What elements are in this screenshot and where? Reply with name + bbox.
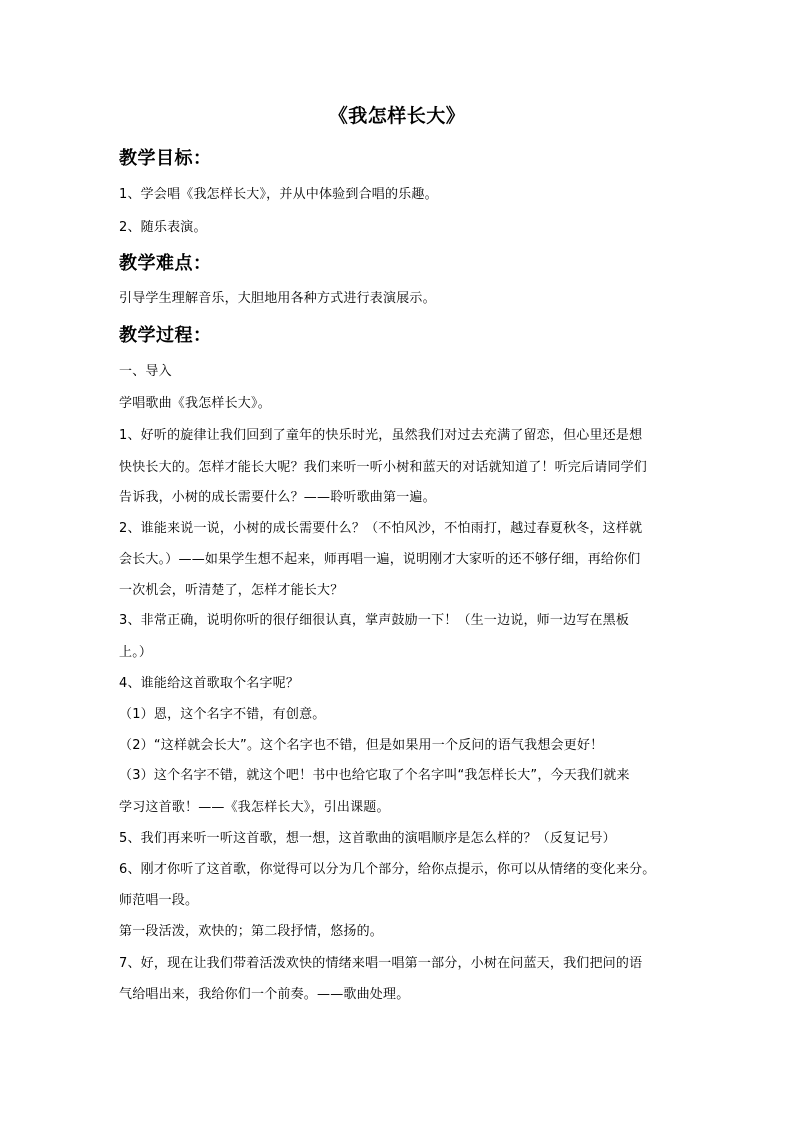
process-line: 第一段活泼，欢快的；第二段抒情，悠扬的。 <box>119 924 384 939</box>
process-line: 一次机会，听清楚了，怎样才能长大？ <box>119 583 344 598</box>
document-title: 《我怎样长大》 <box>328 105 466 127</box>
teaching-difficulty-heading: 教学难点： <box>119 253 212 274</box>
process-line: 2、谁能来说一说，小树的成长需要什么？（不怕风沙，不怕雨打，越过春夏秋冬，这样就 <box>119 521 643 536</box>
process-line: 告诉我，小树的成长需要什么？——聆听歌曲第一遍。 <box>119 490 436 505</box>
goal-item-2: 2、随乐表演。 <box>119 220 207 235</box>
process-line: 4、谁能给这首歌取个名字呢？ <box>119 676 300 691</box>
process-line: 上。） <box>119 645 153 660</box>
difficulty-text: 引导学生理解音乐，大胆地用各种方式进行表演展示。 <box>119 291 436 306</box>
process-line: 学习这首歌！——《我怎样长大》，引出课题。 <box>119 800 390 815</box>
teaching-goals-heading: 教学目标： <box>119 148 212 169</box>
process-line: 快快长大的。怎样才能长大呢？我们来听一听小树和蓝天的对话就知道了！听完后请同学们 <box>119 460 648 475</box>
teaching-process-heading: 教学过程： <box>119 325 212 346</box>
process-line: （1）恩，这个名字不错，有创意。 <box>119 707 326 722</box>
process-line: 1、好听的旋律让我们回到了童年的快乐时光，虽然我们对过去充满了留恋，但心里还是想 <box>119 428 643 443</box>
process-line: 5、我们再来听一听这首歌，想一想，这首歌曲的演唱顺序是怎么样的？（反复记号） <box>119 831 616 846</box>
process-line: （3）这个名字不错，就这个吧！书中也给它取了个名字叫“我怎样长大”，今天我们就来 <box>119 768 630 783</box>
goal-item-1: 1、学会唱《我怎样长大》，并从中体验到合唱的乐趣。 <box>119 187 438 202</box>
process-line: 会长大。）——如果学生想不起来，师再唱一遍，说明刚才大家听的还不够仔细，再给你们 <box>119 552 641 567</box>
process-line: 一、导入 <box>119 364 172 379</box>
process-line: 7、好，现在让我们带着活泼欢快的情绪来唱一唱第一部分，小树在问蓝天，我们把问的语 <box>119 956 643 971</box>
process-line: 6、刚才你听了这首歌，你觉得可以分为几个部分，给你点提示，你可以从情绪的变化来分。 <box>119 862 656 877</box>
process-line: 学唱歌曲《我怎样长大》。 <box>119 396 271 411</box>
process-line: 3、非常正确，说明你听的很仔细很认真，掌声鼓励一下！（生一边说，师一边写在黑板 <box>119 613 630 628</box>
process-line: （2）“这样就会长大”。这个名字也不错，但是如果用一个反问的语气我想会更好！ <box>119 738 604 753</box>
process-line: 气给唱出来，我给你们一个前奏。——歌曲处理。 <box>119 987 410 1002</box>
process-line: 师范唱一段。 <box>119 893 199 908</box>
